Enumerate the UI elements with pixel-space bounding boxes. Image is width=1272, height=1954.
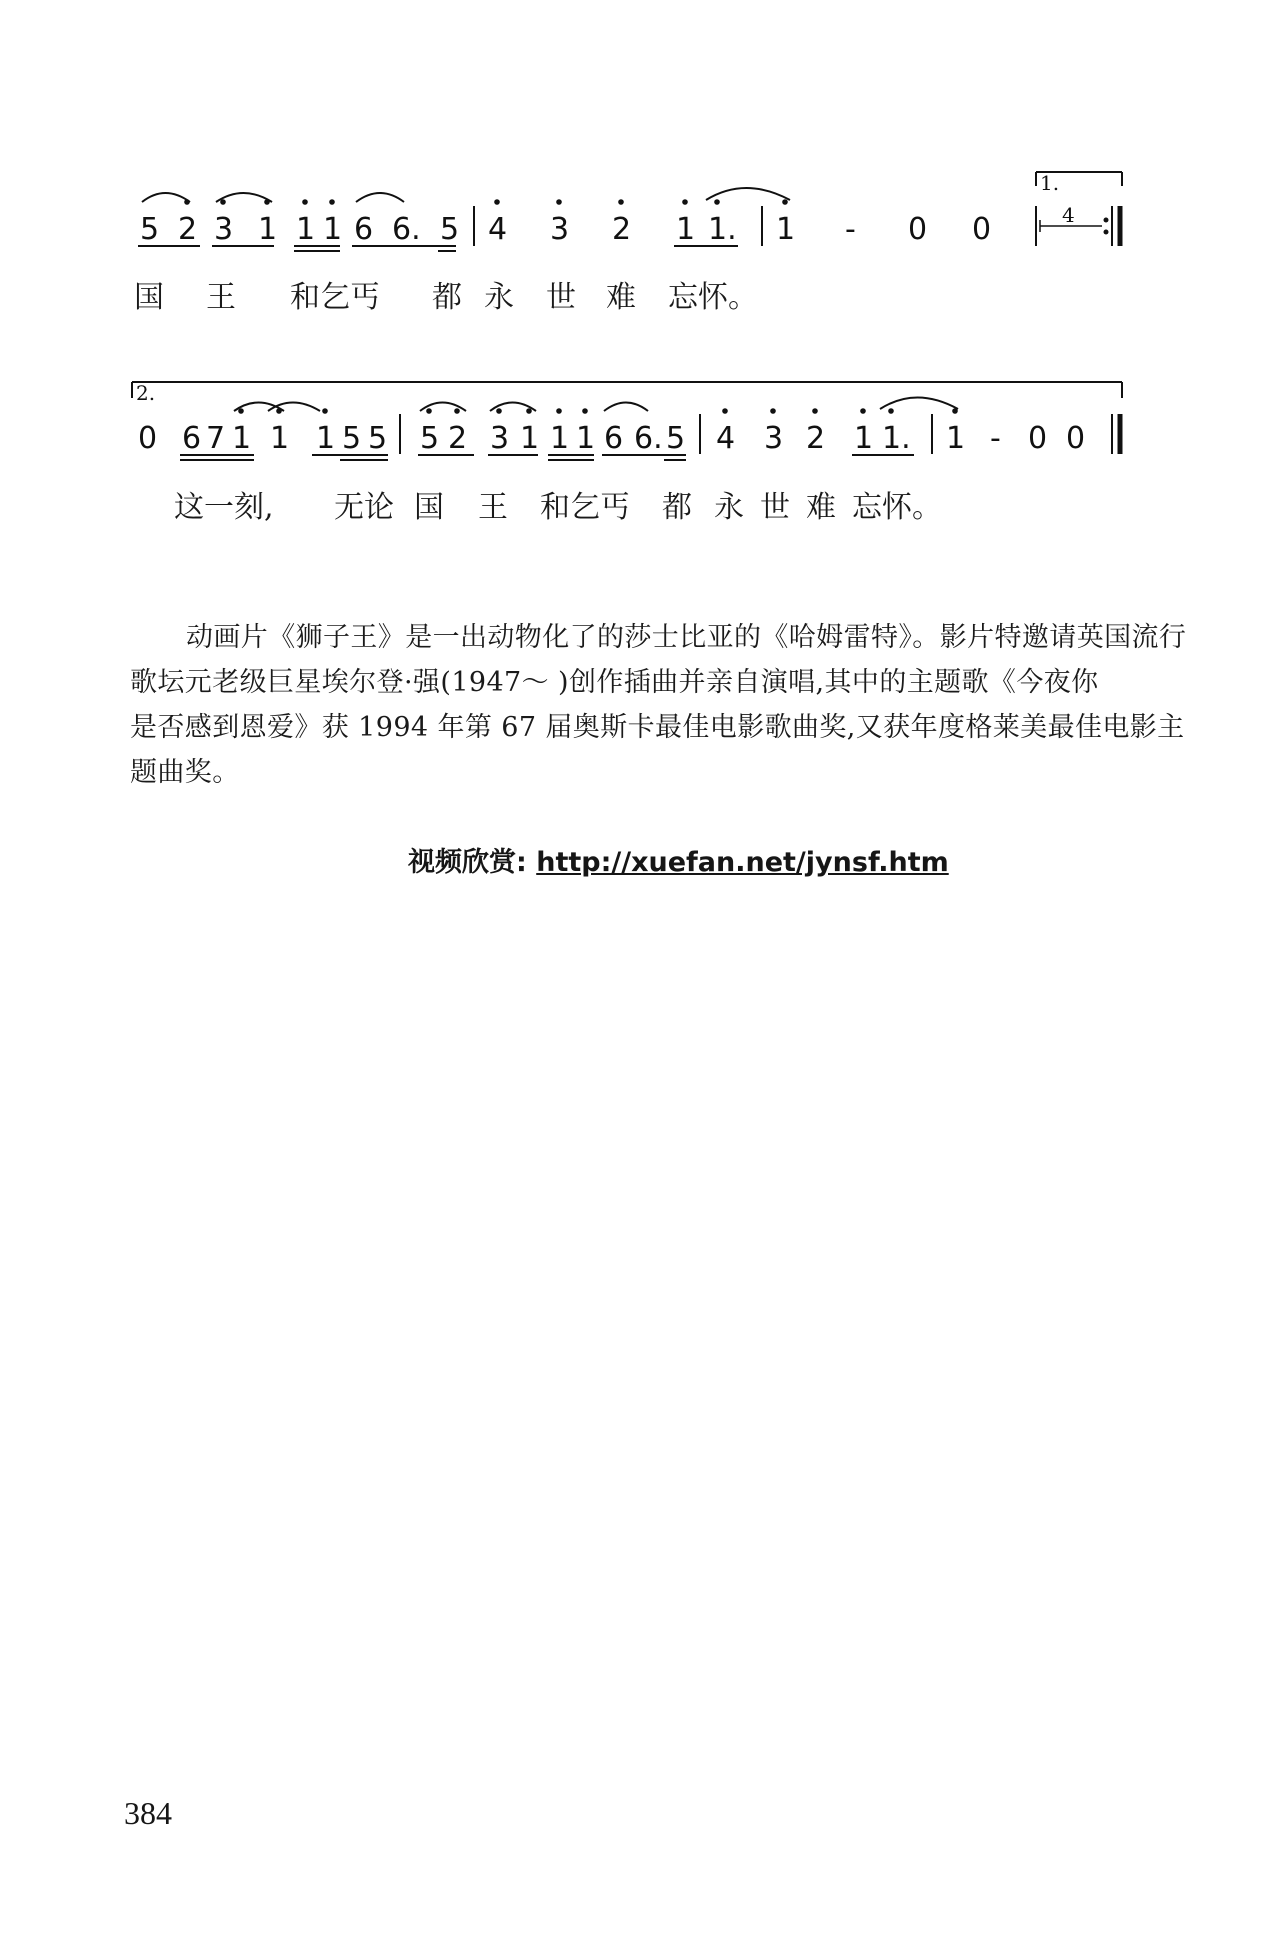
- lyric: 都: [662, 490, 692, 525]
- note: 3: [490, 421, 510, 456]
- description-line: 题曲奖。: [130, 757, 240, 788]
- beam-lines: [138, 246, 738, 251]
- lyric: 和乞丐: [540, 490, 630, 525]
- lyric: 都: [432, 280, 462, 315]
- note: 0: [138, 421, 158, 456]
- note: 5: [666, 421, 686, 456]
- octave-dots: [238, 408, 958, 414]
- lyric: 国: [414, 490, 444, 525]
- volta-label: 1.: [1040, 171, 1060, 195]
- note: 1.: [708, 212, 737, 247]
- lyric: 忘怀。: [852, 490, 942, 525]
- volta-1: [1036, 171, 1122, 246]
- slurs: [142, 188, 790, 202]
- note: 6: [354, 212, 374, 247]
- lyric: 忘怀。: [668, 280, 758, 315]
- note: 2: [806, 421, 826, 456]
- note: 7: [206, 421, 226, 456]
- note: 2: [178, 212, 198, 247]
- video-url-link[interactable]: http://xuefan.net/jynsf.htm: [536, 847, 949, 878]
- note: 5: [342, 421, 362, 456]
- lyric: 和乞丐: [290, 280, 380, 315]
- note: 1: [323, 212, 343, 247]
- note: 6.: [392, 212, 421, 247]
- lyric: 这一刻,: [174, 490, 274, 525]
- octave-dots: [184, 199, 788, 205]
- note: 0: [1066, 421, 1086, 456]
- note: 3: [764, 421, 784, 456]
- lyric: 难: [606, 280, 636, 315]
- note: 3: [550, 212, 570, 247]
- description-line: 动画片《狮子王》是一出动物化了的莎士比亚的《哈姆雷特》。影片特邀请英国流行: [186, 622, 1187, 653]
- note: 5: [420, 421, 440, 456]
- video-label: 视频欣赏:: [408, 847, 527, 878]
- note: 3: [214, 212, 234, 247]
- note: 6: [182, 421, 202, 456]
- note: 6.: [634, 421, 663, 456]
- note: -: [990, 421, 1001, 456]
- note: 2: [612, 212, 632, 247]
- lyric: 国: [134, 280, 164, 315]
- score-line-1: [138, 171, 1122, 251]
- jianpu-score: [0, 0, 1272, 560]
- note: 1: [296, 212, 316, 247]
- beam-lines: [180, 455, 914, 460]
- note: 4: [488, 212, 508, 247]
- note: 1.: [882, 421, 911, 456]
- repeat-count: 4: [1062, 203, 1075, 227]
- lyric: 难: [806, 490, 836, 525]
- score-line-2: [132, 381, 1122, 460]
- lyric: 永: [714, 490, 744, 525]
- note: 1: [270, 421, 290, 456]
- note: 1: [520, 421, 540, 456]
- note: 1: [576, 421, 596, 456]
- volta-label: 2.: [136, 381, 156, 405]
- note: 1: [776, 212, 796, 247]
- note: 5: [368, 421, 388, 456]
- note: 6: [604, 421, 624, 456]
- note: 5: [140, 212, 160, 247]
- note: 4: [716, 421, 736, 456]
- note: 1: [946, 421, 966, 456]
- description-line: 是否感到恩爱》获 1994 年第 67 届奥斯卡最佳电影歌曲奖,又获年度格莱美最佳电影主: [130, 712, 1185, 743]
- description-paragraph: [130, 615, 1187, 795]
- slurs: [234, 398, 958, 412]
- lyric: 永: [484, 280, 514, 315]
- note: 0: [1028, 421, 1048, 456]
- note: 1: [316, 421, 336, 456]
- lyric: 世: [546, 280, 576, 315]
- note: 1: [550, 421, 570, 456]
- note: 1: [258, 212, 278, 247]
- video-link-row: [408, 840, 949, 879]
- description-line: 歌坛元老级巨星埃尔登·强(1947～ )创作插曲并亲自演唱,其中的主题歌《今夜你: [130, 667, 1099, 698]
- note: 0: [972, 212, 992, 247]
- lyric: 无论: [334, 490, 394, 525]
- note: 1: [854, 421, 874, 456]
- note: 2: [448, 421, 468, 456]
- note: -: [845, 212, 856, 247]
- note: 1: [676, 212, 696, 247]
- note: 1: [232, 421, 252, 456]
- lyric: 王: [206, 280, 236, 315]
- note: 0: [908, 212, 928, 247]
- note: 5: [440, 212, 460, 247]
- page-number: 384: [124, 1795, 172, 1831]
- lyric: 世: [760, 490, 790, 525]
- lyric: 王: [478, 490, 508, 525]
